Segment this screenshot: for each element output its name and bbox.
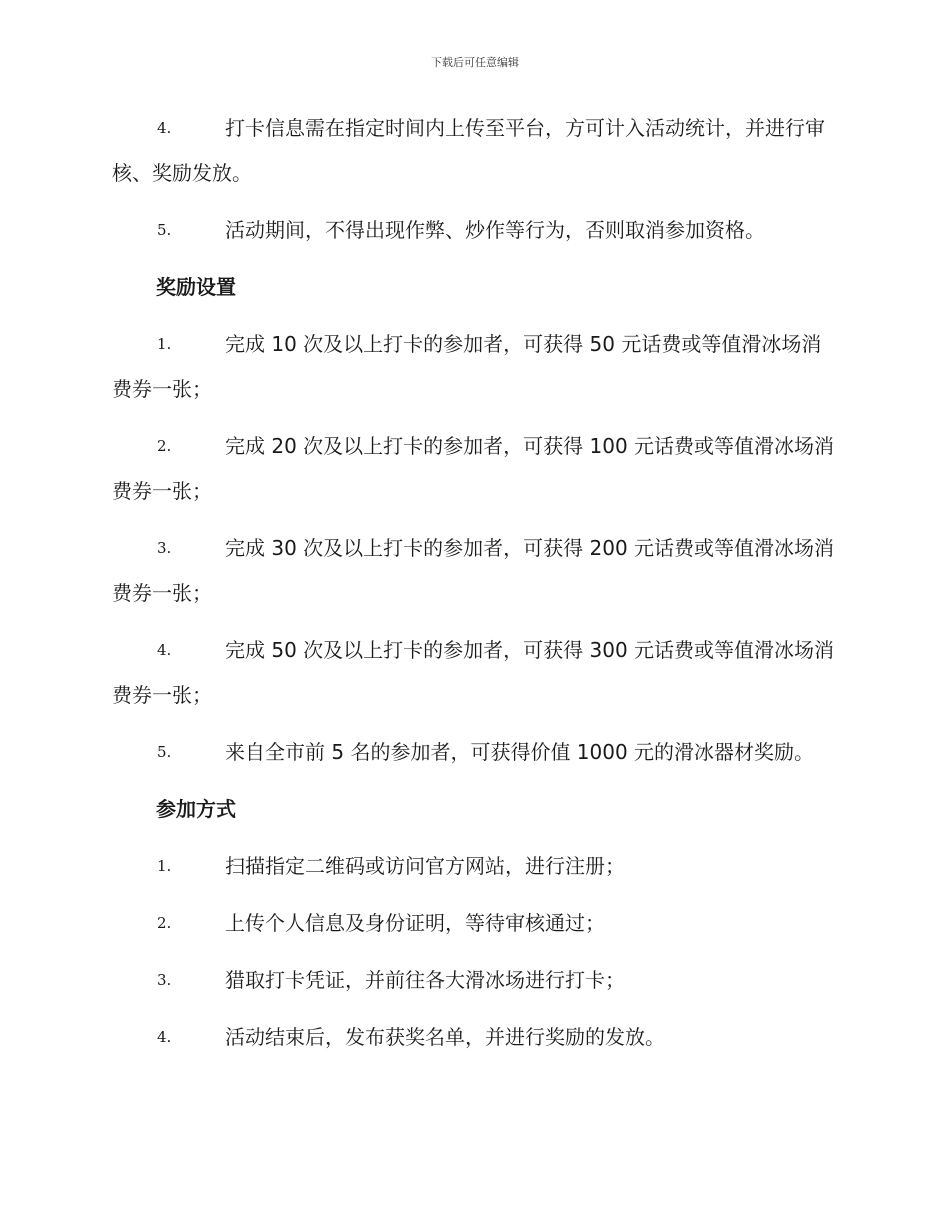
list-number: 1. (157, 335, 172, 353)
list-number: 1. (157, 857, 172, 875)
list-item-text: 完成 30 次及以上打卡的参加者，可获得 200 元话费或等值滑冰场消费券一张； (112, 536, 835, 605)
list-item-text: 活动期间，不得出现作弊、炒作等行为，否则取消参加资格。 (225, 218, 765, 242)
list-number: 5. (157, 743, 172, 761)
list-item-text: 来自全市前 5 名的参加者，可获得价值 1000 元的滑冰器材奖励。 (225, 740, 815, 764)
list-item-text: 完成 50 次及以上打卡的参加者，可获得 300 元话费或等值滑冰场消费券一张； (112, 638, 835, 707)
document-body (112, 106, 837, 1072)
list-item-text: 活动结束后，发布获奖名单，并进行奖励的发放。 (225, 1025, 665, 1049)
list-number: 3. (157, 539, 172, 557)
page-header: 下载后可任意编辑 (431, 56, 519, 69)
list-item-text: 完成 20 次及以上打卡的参加者，可获得 100 元话费或等值滑冰场消费券一张； (112, 434, 835, 503)
list-number: 4. (157, 1028, 172, 1046)
rule-item-5 (112, 208, 837, 253)
participation-heading: 参加方式 (156, 797, 236, 821)
reward-item-1 (112, 322, 837, 412)
reward-item-2 (112, 424, 837, 514)
list-number: 2. (157, 437, 172, 455)
reward-item-4 (112, 628, 837, 718)
participation-item-4 (112, 1015, 837, 1060)
participation-item-1 (112, 844, 837, 889)
list-number: 4. (157, 119, 172, 137)
participation-item-2 (112, 901, 837, 946)
list-item-text: 打卡信息需在指定时间内上传至平台，方可计入活动统计，并进行审核、奖励发放。 (112, 116, 825, 185)
list-item-text: 猎取打卡凭证，并前往各大滑冰场进行打卡； (225, 968, 625, 992)
list-item-text: 扫描指定二维码或访问官方网站，进行注册； (225, 854, 625, 878)
rule-item-4 (112, 106, 837, 196)
list-number: 5. (157, 221, 172, 239)
rewards-heading: 奖励设置 (156, 275, 236, 299)
list-number: 2. (157, 914, 172, 932)
reward-item-3 (112, 526, 837, 616)
list-number: 3. (157, 971, 172, 989)
list-item-text: 完成 10 次及以上打卡的参加者，可获得 50 元话费或等值滑冰场消费券一张； (112, 332, 822, 401)
list-number: 4. (157, 641, 172, 659)
participation-item-3 (112, 958, 837, 1003)
list-item-text: 上传个人信息及身份证明，等待审核通过； (225, 911, 605, 935)
reward-item-5 (112, 730, 837, 775)
